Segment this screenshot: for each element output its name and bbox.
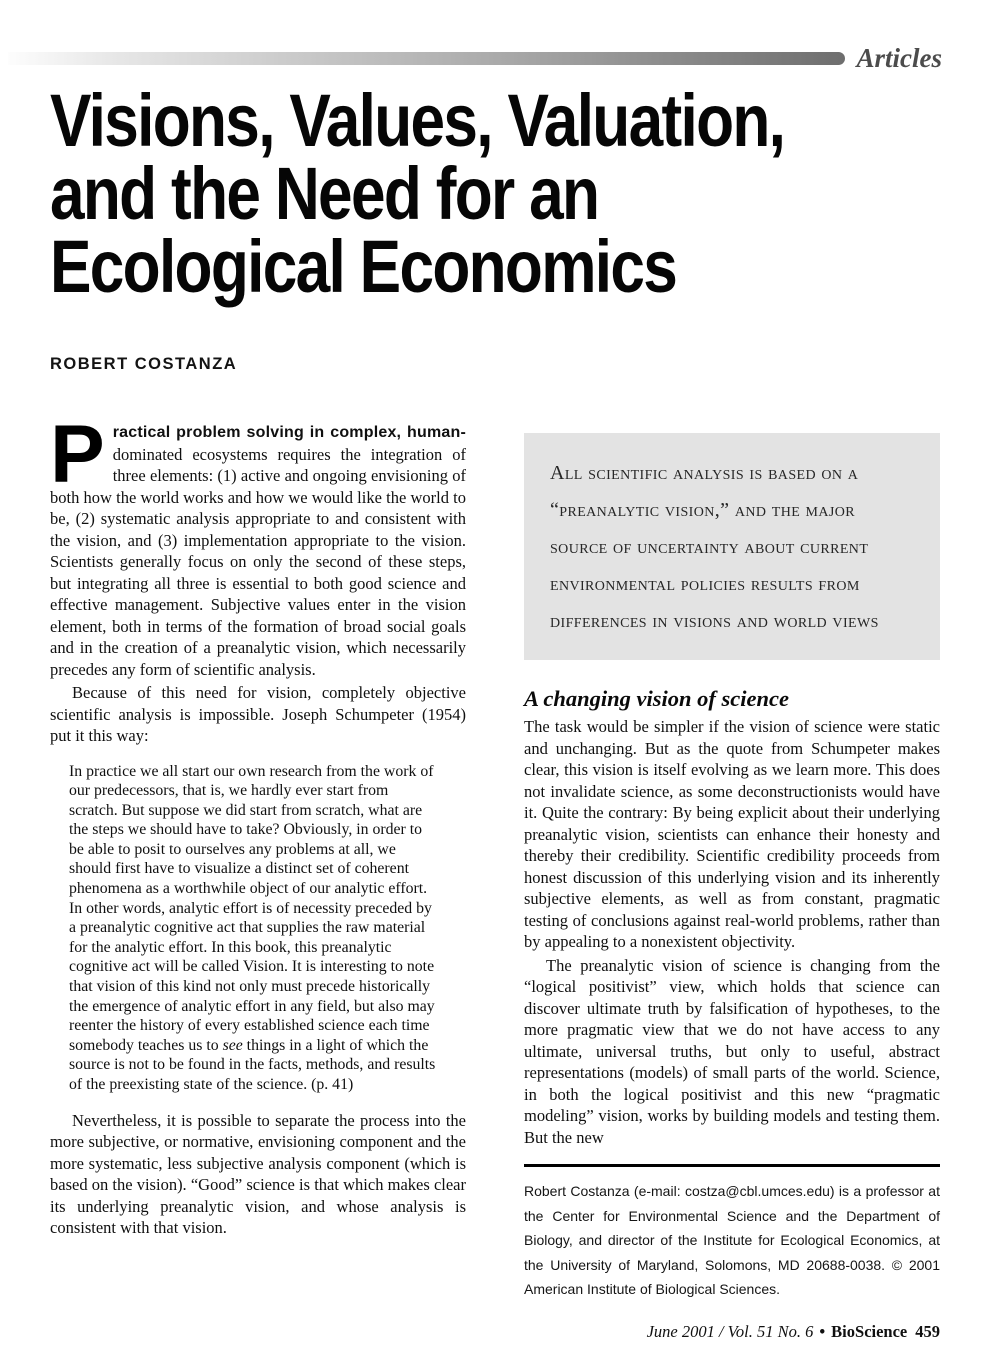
- article-title-line-3: Ecological Economics: [50, 225, 677, 308]
- article-title-line-1: Visions, Values, Valuation,: [50, 79, 785, 162]
- author-footnote: Robert Costanza (e-mail: costza@cbl.umces.edu) is a professor at the Center for Environmental Science and the Department of Biology, and director of the Institute for Ecological Economics, at the University of Maryland, Solomons, MD 20688-0038. © 2001 American Institute of Biological Sciences.: [524, 1183, 940, 1297]
- blockquote-text-2: things in a light of which the source is not to be found in the facts, methods, and results of the preexisting state of the science. (p. 41): [69, 1036, 436, 1093]
- article-title-line-2: and the Need for an: [50, 152, 599, 235]
- journal-name: BioScience: [831, 1322, 908, 1341]
- blockquote-text-1: In practice we all start our own research from the work of our predecessors, that is, we hardly ever start from scratch. But suppose we did start from scratch, what are the steps we should have to take? Obviously, in order to be able to posit to ourselves any problems at all, we should first have to visualize a distinct set of coherent phenomena as a worthwhile object of our analytic effort. In other words, analytic effort is of necessity preceded by a preanalytic cognitive act that supplies the raw material for the analytic effort. In this book, this preanalytic cognitive act will be called Vision. It is interesting to note that vision of this kind not only must precede historically the emergence of analytic effort in any field, but also may reenter the history of every established science each time somebody teaches us to: [69, 762, 435, 1054]
- intro-paragraph-text: dominated ecosystems requires the integration of three elements: (1) active and ongoing envisioning of both how the world works and how we would like the world to be, (2) systematic analysis appropriate to and consistent with the vision, and (3) implementation appropriate to the vision. Scientists generally focus on only the second of these steps, but integrating all three is essential to both good science and effective management. Subjective values enter in the vision element, both in terms of the formation of broad social goals and in the creation of a preanalytic vision, which necessarily precedes any form of scientific analysis.: [50, 444, 466, 679]
- page-content: [50, 0, 940, 1302]
- paragraph-nevertheless: Nevertheless, it is possible to separate the process into the more subjective, or normative, envisioning component and the more systematic, less subjective analysis component (which is based on the vision). “Good” science is that which makes clear its underlying preanalytic vision, and whose analysis is consistent with that vision.: [50, 1110, 466, 1238]
- intro-paragraph: [50, 409, 466, 680]
- footnote-divider: [524, 1164, 940, 1167]
- left-column: [50, 409, 466, 1302]
- page-number: 459: [915, 1322, 940, 1341]
- drop-cap: P: [50, 409, 105, 500]
- article-title: [50, 79, 940, 308]
- paragraph-schumpeter-intro: Because of this need for vision, completely objective scientific analysis is impossible. Joseph Schumpeter (1954) put it this way:: [50, 683, 466, 745]
- two-column-body: [50, 409, 940, 1302]
- blockquote-italic-word: see: [222, 1036, 243, 1054]
- intro-lead-bold: ractical problem solving in complex, human-: [112, 424, 466, 441]
- footer-bullet: •: [819, 1322, 826, 1341]
- schumpeter-blockquote: [69, 762, 440, 1095]
- page-footer: [647, 1322, 940, 1342]
- right-column: [524, 421, 940, 1302]
- author-byline: ROBERT COSTANZA: [50, 355, 238, 373]
- pull-quote-box: All scientific analysis is based on a “preanalytic vision,” and the major source of uncertainty about current environmental policies results from differences in visions and world views: [524, 433, 940, 660]
- section-label: Articles: [856, 43, 942, 73]
- paragraph-changing-vision-2: The preanalytic vision of science is changing from the “logical positivist” view, which holds that science can discover ultimate truth by falsification of hypotheses, to the more pragmatic view that we do not have access to any ultimate, universal truths, but only to useful, abstract representations (models) of small parts of the world. Science, in both the logical positivist and this new “pragmatic modeling” vision, works by building models and testing them. But the new: [524, 955, 940, 1147]
- paragraph-changing-vision-1: The task would be simpler if the vision of science were static and unchanging. But as the quote from Schumpeter makes clear, this vision is itself evolving as we learn more. This does not invalidate science, as some deconstructionists would have it. Quite the contrary: By being explicit about their underlying preanalytic vision, scientists can enhance their honesty and thereby their credibility. Scientific credibility proceeds from honest discussion of this underlying vision and its inherently subjective elements, as well as from constant, pragmatic testing of conclusions against real-world problems, rather than by appealing to a nonexistent objectivity.: [524, 717, 940, 951]
- section-heading: A changing vision of science: [524, 686, 790, 711]
- issue-info: June 2001 / Vol. 51 No. 6: [646, 1322, 814, 1341]
